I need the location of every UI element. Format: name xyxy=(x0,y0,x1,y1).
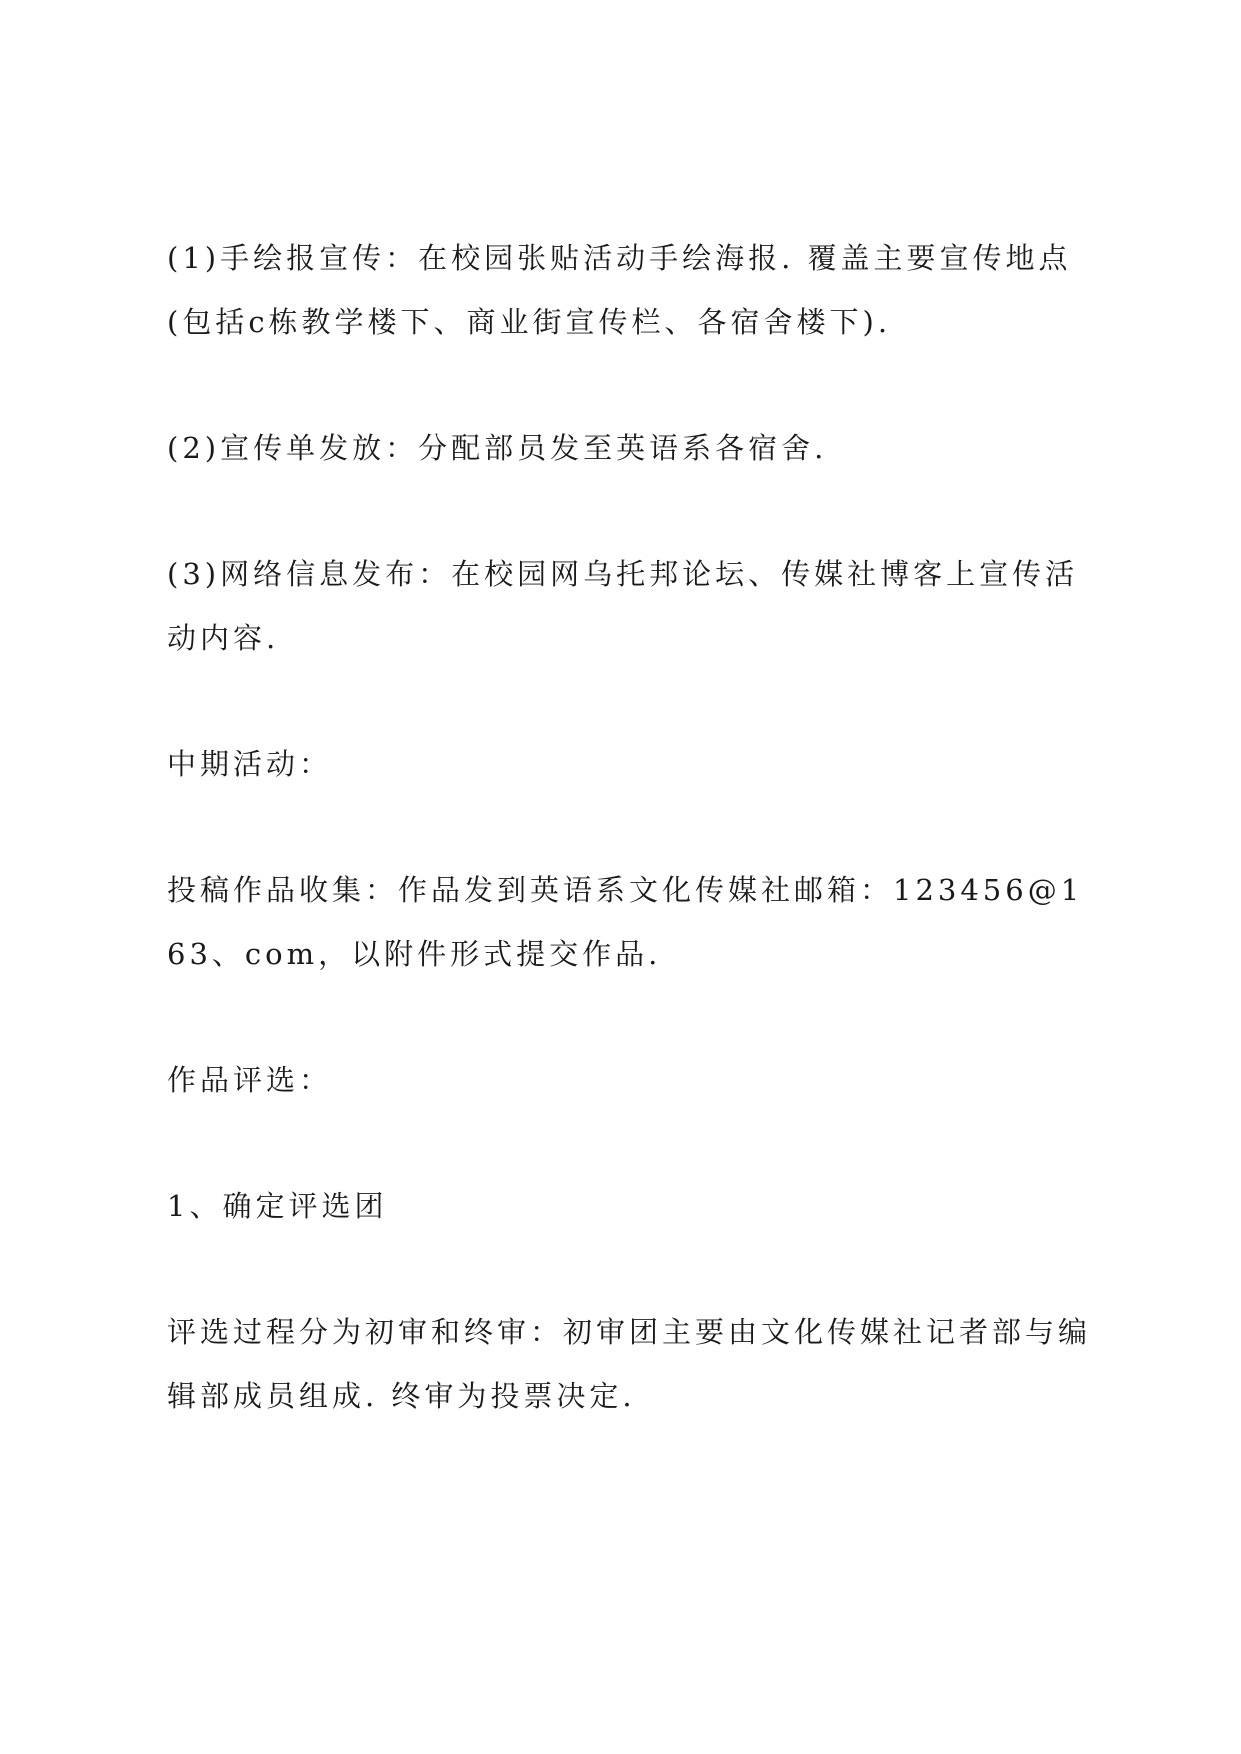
paragraph-hand-drawn-poster: (1)手绘报宣传：在校园张贴活动手绘海报. 覆盖主要宣传地点(包括c栋教学楼下、商业街宣传栏、各宿舍楼下). xyxy=(167,241,1072,339)
document-body xyxy=(167,226,1097,1428)
paragraph-online-publicity: (3)网络信息发布：在校园网乌托邦论坛、传媒社博客上宣传活动内容. xyxy=(167,557,1079,655)
heading-determine-jury: 1、确定评选团 xyxy=(167,1189,388,1223)
paragraph-selection-process: 评选过程分为初审和终审：初审团主要由文化传媒社记者部与编辑部成员组成. 终审为投票决定. xyxy=(167,1315,1092,1413)
paragraph-flyer-distribution: (2)宣传单发放：分配部员发至英语系各宿舍. xyxy=(167,431,828,465)
heading-work-selection: 作品评选： xyxy=(167,1063,333,1097)
paragraph-submission-collection: 投稿作品收集：作品发到英语系文化传媒社邮箱：123456@163、com，以附件形式提交作品. xyxy=(167,873,1084,971)
heading-mid-term-activity: 中期活动： xyxy=(167,747,333,781)
